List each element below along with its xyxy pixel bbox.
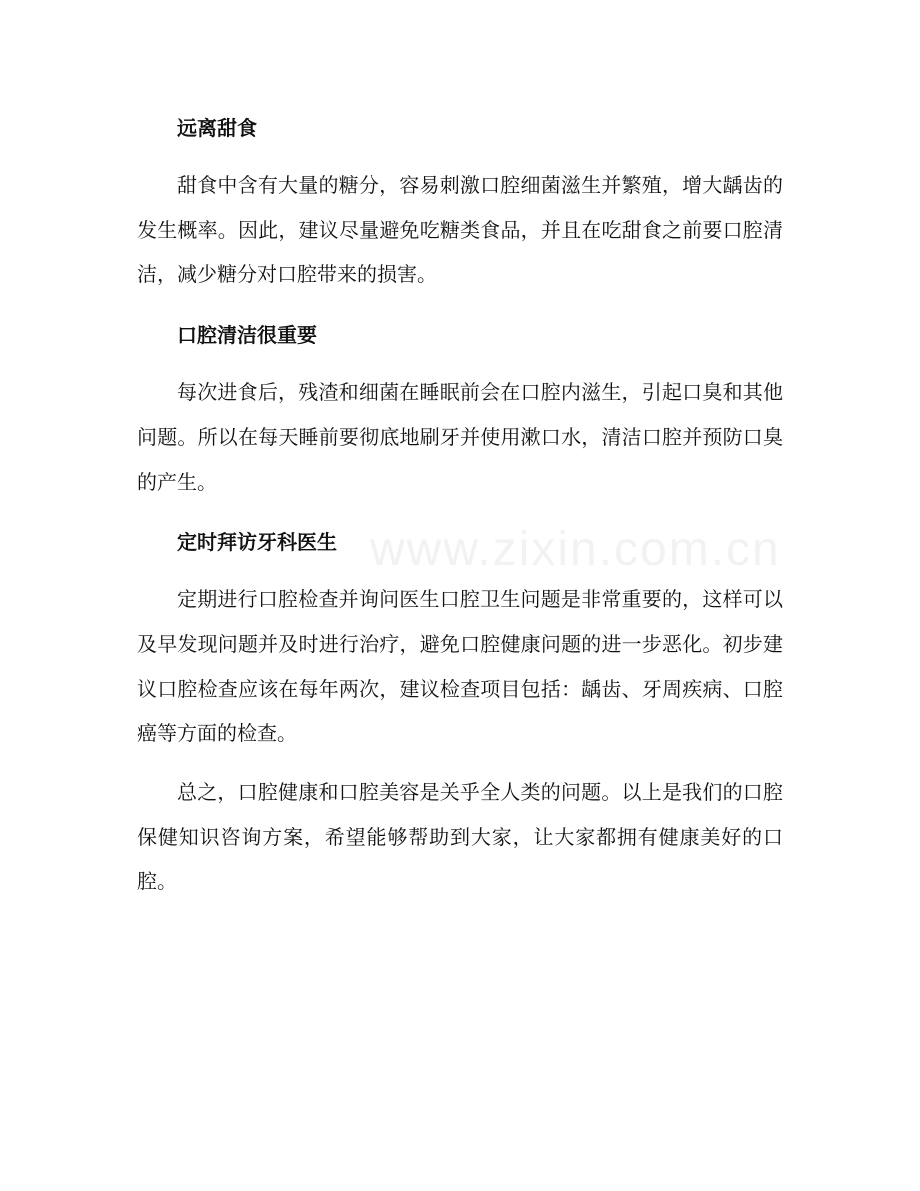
section-body-avoid-sweets: 甜食中含有大量的糖分，容易刺激口腔细菌滋生并繁殖，增大龋齿的发生概率。因此，建议尽量避免吃糖类食品，并且在吃甜食之前要口腔清洁，减少糖分对口腔带来的损害。 xyxy=(137,173,783,287)
section-heading-visit-dentist: 定时拜访牙科医生 xyxy=(177,530,337,555)
section-body-oral-cleaning: 每次进食后，残渣和细菌在睡眠前会在口腔内滋生，引起口臭和其他问题。所以在每天睡前要彻底地刷牙并使用漱口水，清洁口腔并预防口臭的产生。 xyxy=(137,380,783,494)
section-heading-oral-cleaning: 口腔清洁很重要 xyxy=(177,323,317,348)
watermark: www.zixin.com.cn xyxy=(370,523,781,576)
section-body-visit-dentist: 定期进行口腔检查并询问医生口腔卫生问题是非常重要的，这样可以及早发现问题并及时进行治疗，避免口腔健康问题的进一步恶化。初步建议口腔检查应该在每年两次，建议检查项目包括：龋齿、牙周疾病、口腔癌等方面的检查。 xyxy=(137,587,783,746)
document-content xyxy=(137,104,783,904)
section-heading-avoid-sweets: 远离甜食 xyxy=(177,116,257,140)
conclusion-paragraph: 总之，口腔健康和口腔美容是关乎全人类的问题。以上是我们的口腔保健知识咨询方案，希望能够帮助到大家，让大家都拥有健康美好的口腔。 xyxy=(137,780,783,894)
